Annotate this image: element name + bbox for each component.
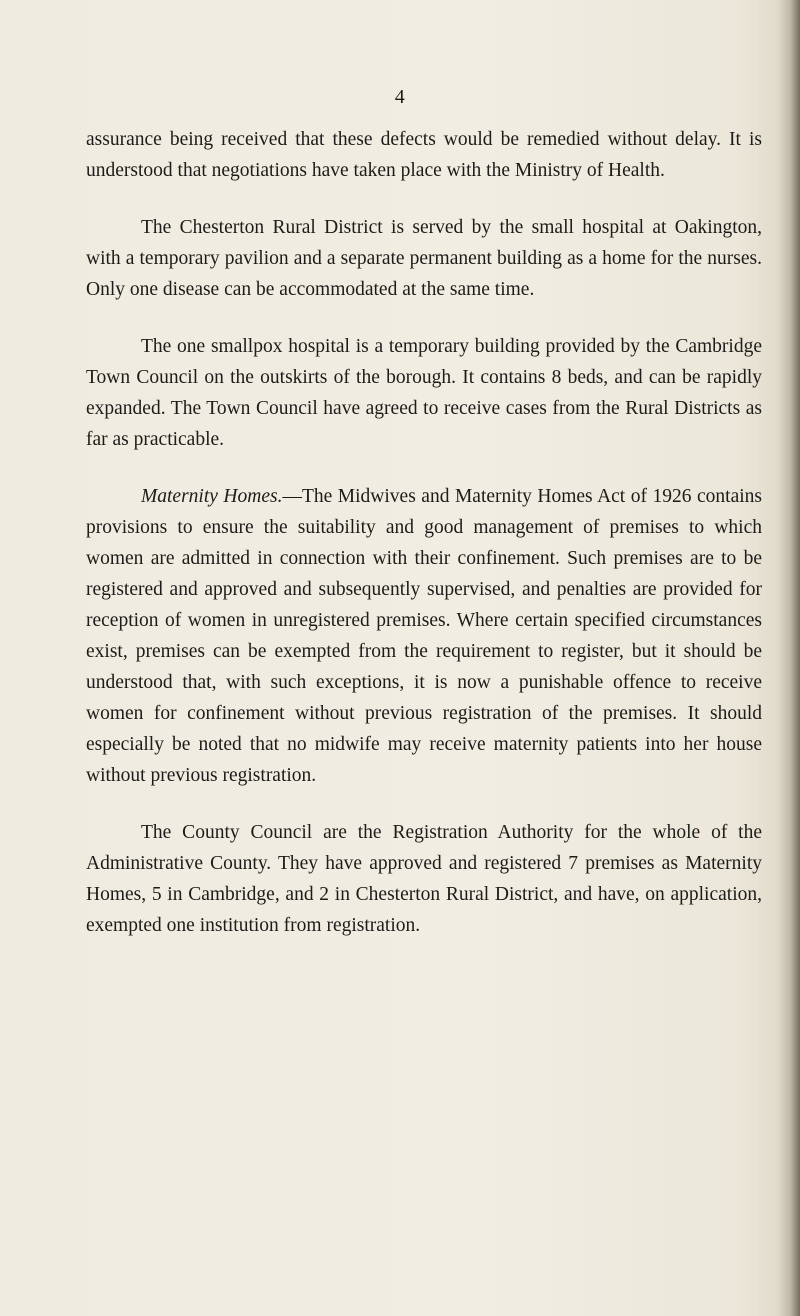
paragraph-continuation: assurance being received that these defects would be remedied without delay. It is understood that negotiations have taken place with the Ministry of Health. bbox=[86, 129, 762, 181]
section-heading-maternity-homes: Maternity Homes. bbox=[141, 486, 283, 507]
paragraph-chesterton-hospital: The Chesterton Rural District is served by the small hospital at Oakington, with a temporary pavilion and a separate permanent building as a home for the nurses. Only one disease can be accommodated at the same time. bbox=[86, 217, 762, 300]
paragraph-maternity-homes bbox=[86, 481, 762, 791]
paragraph-maternity-homes-text: —The Midwives and Maternity Homes Act of 1926 contains provisions to ensure the suitability and good management of premises to which women are admitted in connection with their confinement. Such premises are to be registered and approved and subsequently supervised, and penalties are provided for reception of women in unregistered premises. Where certain specified circumstances exist, premises can be exempted from the requirement to register, but it should be understood that, with such exceptions, it is now a punishable offence to receive women for confinement without previous registration of the premises. It should especially be noted that no midwife may receive maternity patients into her house without previous registration. bbox=[86, 486, 762, 786]
paragraph-smallpox-hospital: The one smallpox hospital is a temporary building provided by the Cambridge Town Council on the outskirts of the borough. It contains 8 beds, and can be rapidly expanded. The Town Council have agreed to receive cases from the Rural Districts as far as practicable. bbox=[86, 336, 762, 450]
page-number: 4 bbox=[394, 86, 406, 108]
body-text bbox=[86, 124, 762, 941]
page-edge-shadow bbox=[778, 0, 800, 1316]
paragraph-registration-authority: The County Council are the Registration Authority for the whole of the Administrative County. They have approved and registered 7 premises as Maternity Homes, 5 in Cambridge, and 2 in Chesterton Rural District, and have, on application, exempted one institution from registration. bbox=[86, 822, 762, 936]
